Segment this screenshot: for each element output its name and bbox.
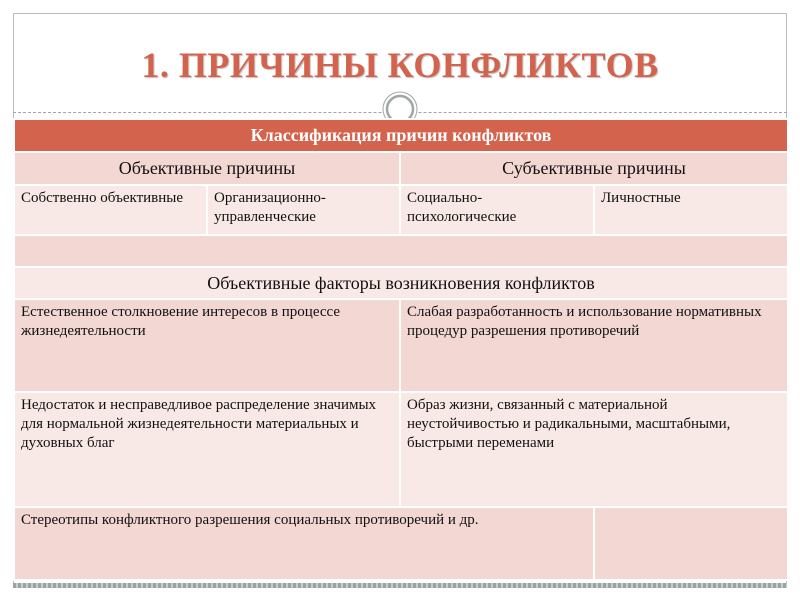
empty-row bbox=[14, 235, 788, 267]
cause-type-cell: Социально-психологические bbox=[400, 185, 594, 235]
table-row bbox=[14, 267, 788, 299]
causes-table bbox=[13, 118, 789, 581]
factor-cell: Недостаток и несправедливое распределение значимых для нормальной жизнедеятельности материальных и духовных благ bbox=[14, 392, 400, 507]
bottom-decor-bar bbox=[13, 583, 787, 588]
factor-cell: Слабая разработанность и использование нормативных процедур разрешения противоречий bbox=[400, 299, 788, 392]
table-row bbox=[14, 119, 788, 152]
cause-type-cell: Организационно-управленческие bbox=[207, 185, 400, 235]
factors-header: Объективные факторы возникновения конфликтов bbox=[14, 267, 788, 299]
objective-causes-cell: Объективные причины bbox=[14, 152, 400, 185]
table-row bbox=[14, 235, 788, 267]
slide-title: 1. ПРИЧИНЫ КОНФЛИКТОВ bbox=[141, 45, 659, 85]
cause-type-cell: Собственно объективные bbox=[14, 185, 207, 235]
factor-cell: Образ жизни, связанный с материальной неустойчивостью и радикальными, масштабными, быстрыми переменами bbox=[400, 392, 788, 507]
cause-type-cell: Личностные bbox=[594, 185, 788, 235]
classification-header: Классификация причин конфликтов bbox=[14, 119, 788, 152]
factor-cell bbox=[594, 507, 788, 580]
table-row bbox=[14, 152, 788, 185]
factor-cell: Естественное столкновение интересов в процессе жизнедеятельности bbox=[14, 299, 400, 392]
factor-cell: Стереотипы конфликтного разрешения социальных противоречий и др. bbox=[14, 507, 594, 580]
table-row bbox=[14, 299, 788, 392]
table-row bbox=[14, 392, 788, 507]
table-row bbox=[14, 507, 788, 580]
subjective-causes-cell: Субъективные причины bbox=[400, 152, 788, 185]
table-row bbox=[14, 185, 788, 235]
